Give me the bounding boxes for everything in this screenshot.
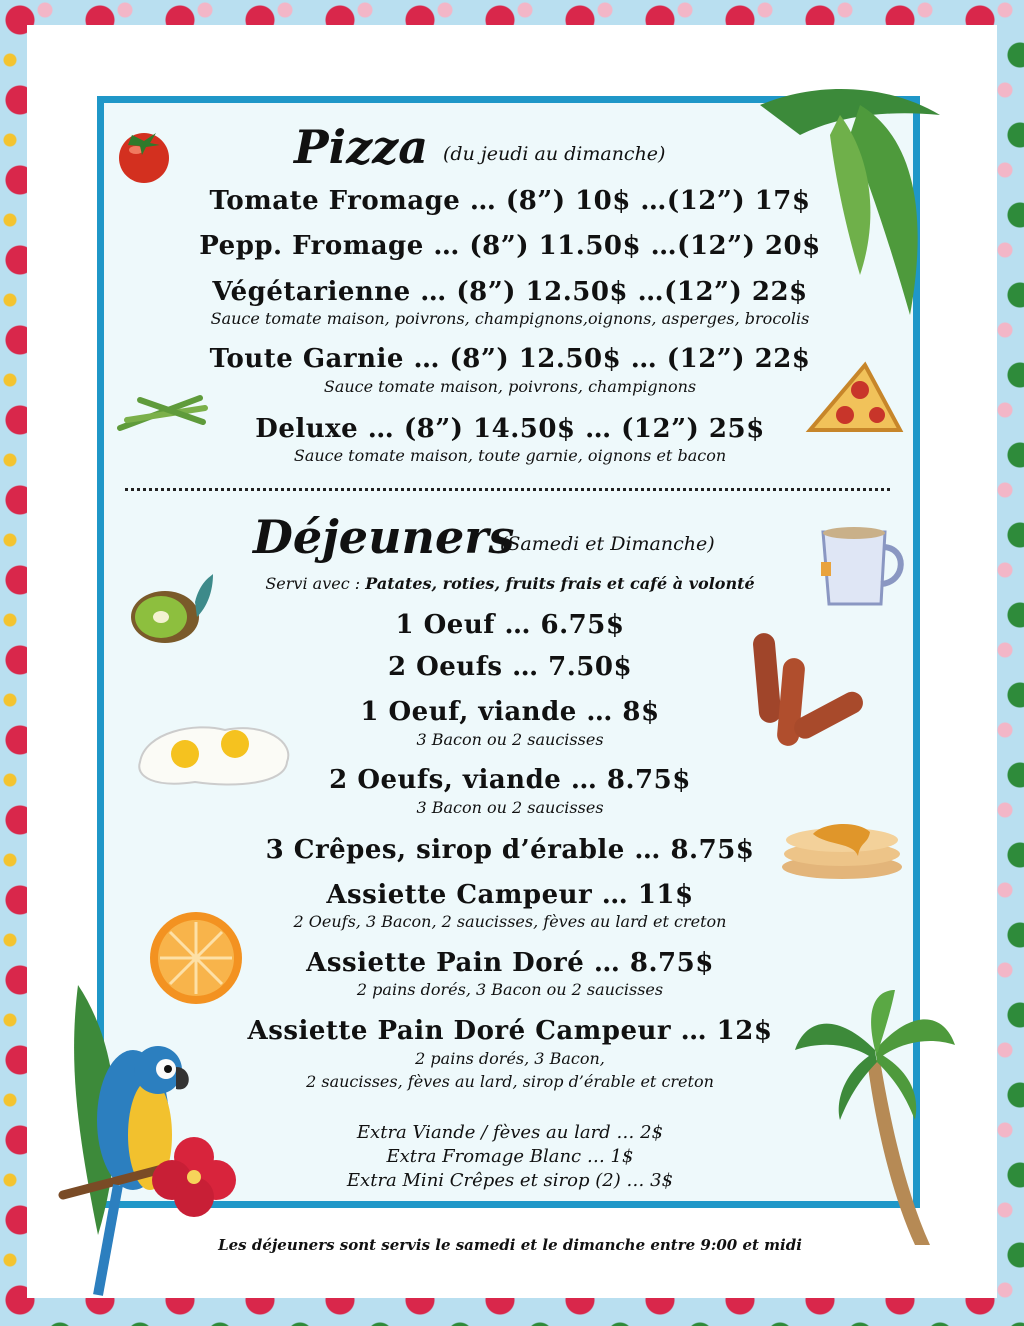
dejeuners-subtitle: (Samedi et Dimanche) (500, 533, 715, 555)
served-prefix: Servi avec : (265, 574, 366, 593)
menu-item: Toute Garnie … (8”) 12.50$ … (12”) 22$ (209, 344, 811, 374)
extra-item: Extra Viande / fèves au lard … 2$ (356, 1122, 664, 1143)
menu-item-description: Sauce tomate maison, poivrons, champignons,oignons, asperges, brocolis (210, 309, 810, 328)
pizza-title: Pizza (294, 120, 429, 174)
menu-item-description: Sauce tomate maison, toute garnie, oignons et bacon (293, 446, 727, 465)
served-items: Patates, roties, fruits frais et café à volonté (365, 574, 755, 593)
menu-item: 2 Oeufs … 7.50$ (387, 652, 633, 682)
menu-item-description: 2 pains dorés, 3 Bacon, (415, 1049, 605, 1068)
menu-item: Deluxe … (8”) 14.50$ … (12”) 25$ (255, 414, 765, 444)
menu-item-description: 3 Bacon ou 2 saucisses (416, 730, 604, 749)
pizza-subtitle: (du jeudi au dimanche) (443, 143, 666, 165)
menu-item: Végétarienne … (8”) 12.50$ …(12”) 22$ (212, 277, 808, 307)
menu-item: 1 Oeuf … 6.75$ (395, 610, 625, 640)
menu-item: 3 Crêpes, sirop d’érable … 8.75$ (265, 835, 755, 865)
coffee-mug-icon (815, 522, 910, 612)
menu-item-description: 2 Oeufs, 3 Bacon, 2 saucisses, fèves au lard et creton (293, 912, 727, 931)
extra-item: Extra Mini Crêpes et sirop (2) … 3$ (346, 1170, 674, 1191)
menu-item: Assiette Campeur … 11$ (326, 880, 694, 910)
menu-item: Assiette Pain Doré Campeur … 12$ (247, 1016, 773, 1046)
menu-item: 2 Oeufs, viande … 8.75$ (329, 765, 691, 795)
menu-item: 1 Oeuf, viande … 8$ (360, 697, 660, 727)
tomato-icon (112, 125, 177, 185)
section-divider (125, 488, 890, 491)
menu-item: Assiette Pain Doré … 8.75$ (306, 948, 714, 978)
menu-item-description: 2 saucisses, fèves au lard, sirop d’érable et creton (306, 1072, 714, 1091)
menu-item: Tomate Fromage … (8”) 10$ …(12”) 17$ (209, 186, 811, 216)
menu-item: Pepp. Fromage … (8”) 11.50$ …(12”) 20$ (199, 231, 821, 261)
menu-item-description: Sauce tomate maison, poivrons, champignons (323, 377, 697, 396)
dejeuners-title: Déjeuners (253, 510, 515, 564)
footer-note: Les déjeuners sont servis le samedi et le dimanche entre 9:00 et midi (218, 1236, 802, 1254)
menu-item-description: 3 Bacon ou 2 saucisses (416, 798, 604, 817)
served-with-note (110, 574, 910, 593)
extra-item: Extra Fromage Blanc … 1$ (386, 1146, 634, 1167)
menu-item-description: 2 pains dorés, 3 Bacon ou 2 saucisses (356, 980, 664, 999)
